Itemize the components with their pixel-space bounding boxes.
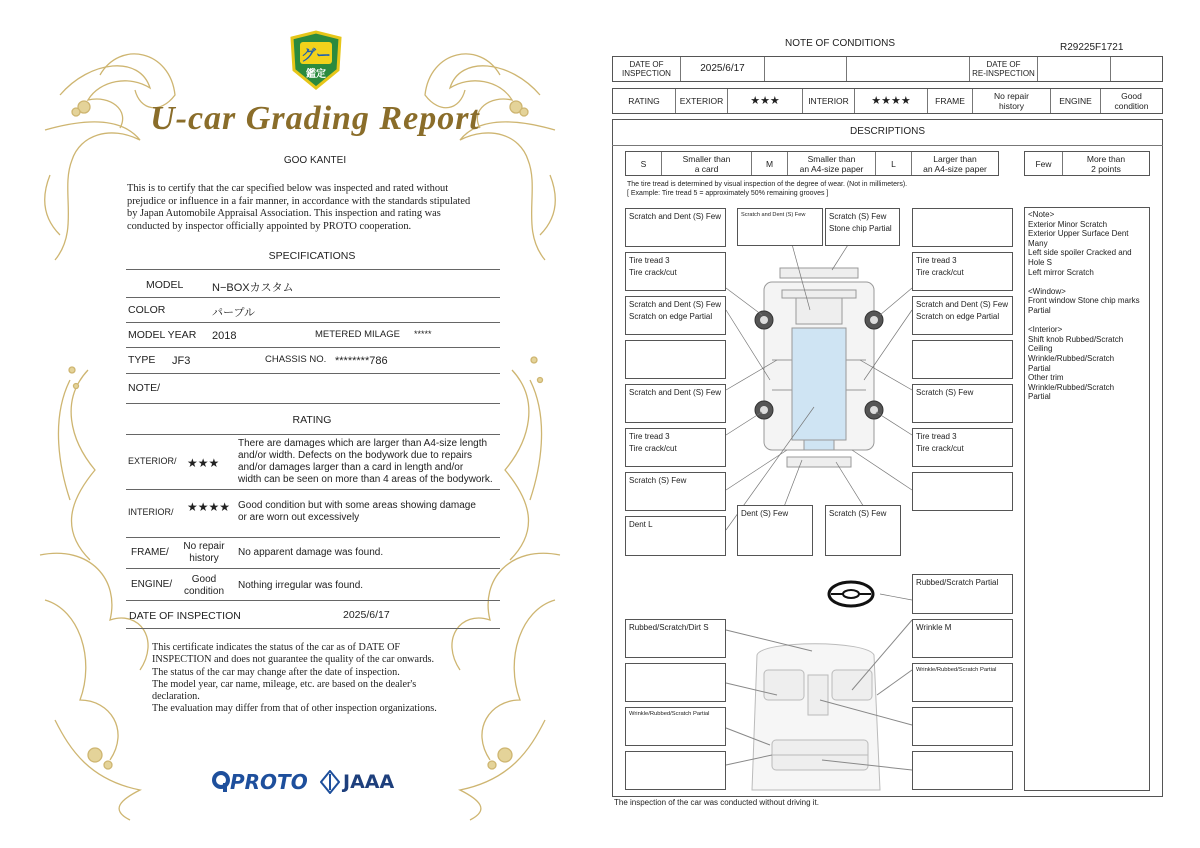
exterior-desc-line: width can be seen on more than 4 areas of the bodywork.	[238, 474, 493, 485]
frame-value	[973, 89, 1051, 113]
legend-line: an A4-size paper	[923, 163, 987, 174]
model-value: N−BOXカスタム	[212, 282, 294, 294]
cert-line: prejudice or influence in a fair manner, in accordance with the standards stipulated	[127, 195, 471, 207]
footer-note: The inspection of the car was conducted without driving it.	[614, 798, 819, 807]
tire-tread-note	[627, 180, 907, 198]
disclaimer-line: The evaluation may differ from that of other inspection organizations.	[152, 703, 437, 715]
frame-label: FRAME/	[131, 547, 169, 558]
reinspection-date-header	[970, 57, 1038, 81]
divider	[126, 322, 500, 323]
note-line: Exterior Upper Surface Dent	[1028, 229, 1129, 239]
type-value: JF3	[172, 355, 191, 367]
frame-value-line: No repair	[994, 91, 1029, 101]
inspection-date-header	[613, 57, 681, 81]
damage-box-front-left-corner: Scratch and Dent (S) Few	[737, 208, 823, 246]
reinspection-date-cell	[1038, 57, 1111, 81]
steering-wheel-icon	[829, 582, 873, 606]
model-label: MODEL	[146, 279, 184, 291]
damage-line: Scratch and Dent (S) Few	[629, 300, 722, 309]
report-subtitle: GOO KANTEI	[283, 155, 347, 166]
interior-box-right-1: Rubbed/Scratch Partial	[912, 574, 1013, 614]
damage-box-right-3	[912, 296, 1013, 335]
jaaa-logo-text: JAAA	[343, 771, 395, 793]
disclaimer-line: This certificate indicates the status of the car as of DATE OF	[152, 642, 401, 653]
damage-line: Dent L	[629, 520, 653, 529]
empty-cell	[765, 57, 847, 81]
note-line: Left mirror Scratch	[1028, 267, 1094, 277]
divider	[126, 628, 500, 629]
cert-line: This is to certify that the car specified below was inspected and rated without	[127, 183, 449, 194]
jaaa-logo	[320, 770, 394, 794]
note-line: Partial	[1028, 392, 1051, 402]
legend-line: Smaller than	[682, 153, 731, 164]
note-line: <Note>	[1028, 210, 1055, 219]
engine-label: ENGINE/	[131, 579, 173, 590]
note-line: Wrinkle/Rubbed/Scratch	[1028, 382, 1115, 392]
engine-value-line: Good	[191, 574, 217, 585]
frame-value	[178, 541, 230, 565]
interior-box-left-3: Wrinkle/Rubbed/Scratch Partial	[625, 707, 726, 746]
exterior-desc-line: and/or width. Defects on the bodywork due to repairs	[238, 450, 473, 461]
model-year-label: MODEL YEAR	[128, 329, 197, 341]
damage-line: Tire tread 3	[916, 256, 957, 265]
conditions-title: NOTE OF CONDITIONS	[785, 38, 895, 49]
divider	[126, 537, 500, 538]
frame-header: FRAME	[928, 89, 973, 113]
damage-line: Tire tread 3	[629, 256, 670, 265]
interior-label: INTERIOR/	[128, 507, 174, 517]
note-line	[1028, 277, 1146, 287]
interior-box-left-2	[625, 663, 726, 702]
damage-box-left-7	[625, 472, 726, 511]
svg-text:グー: グー	[300, 46, 332, 64]
engine-value-line: condition	[183, 586, 225, 597]
disclaimer-line: The status of the car may change after the date of inspection.	[152, 666, 400, 678]
chassis-label: CHASSIS NO.	[265, 354, 327, 365]
tire-note-line: [ Example: Tire tread 5 = approximately 50% remaining grooves ]	[627, 190, 829, 197]
size-legend	[625, 151, 999, 176]
goo-kantei-badge-icon	[288, 30, 344, 92]
damage-box-left-5	[625, 384, 726, 423]
certification-text	[127, 183, 497, 233]
interior-box-right-4	[912, 707, 1013, 746]
legend-key-m: M	[752, 152, 788, 175]
legend-line: an A4-size paper	[799, 163, 864, 174]
note-line: Partial	[1028, 305, 1051, 315]
note-line: Hole S	[1028, 257, 1053, 267]
divider	[126, 269, 500, 270]
engine-value-line: Good	[1121, 91, 1142, 101]
report-id: R29225F1721	[1060, 42, 1124, 53]
legend-key-s: S	[626, 152, 662, 175]
note-line: Wrinkle/Rubbed/Scratch	[1028, 353, 1115, 363]
engine-value	[1101, 89, 1162, 113]
damage-box-left-4	[625, 340, 726, 379]
inspection-date-value: 2025/6/17	[343, 609, 390, 621]
note-line: Front window Stone chip marks	[1028, 296, 1140, 306]
note-line: <Window>	[1028, 286, 1066, 296]
rating-header: RATING	[613, 89, 676, 113]
car-interior-diagram	[726, 620, 912, 790]
interior-box-left-1: Rubbed/Scratch/Dirt S	[625, 619, 726, 658]
milage-value: *****	[414, 329, 432, 339]
damage-line: Scratch on edge Partial	[629, 312, 713, 321]
disclaimer-text	[152, 642, 482, 716]
interior-box-right-5	[912, 751, 1013, 790]
divider	[126, 297, 500, 298]
note-line: Ceiling	[1028, 344, 1053, 354]
cert-line: by Japan Automobile Appraisal Association. This inspection and rating was	[127, 208, 441, 220]
empty-cell	[847, 57, 970, 81]
damage-box-right-7	[912, 472, 1013, 511]
jaaa-mark-icon	[320, 770, 340, 794]
damage-line: Scratch on edge Partial	[916, 312, 1000, 321]
svg-text:鑑定: 鑑定	[306, 69, 326, 80]
damage-box-left-1	[625, 208, 726, 247]
note-line: Many	[1028, 238, 1048, 248]
damage-box-left-3	[625, 296, 726, 335]
interior-description	[238, 500, 476, 524]
divider	[126, 403, 500, 404]
damage-line: Tire crack/cut	[916, 444, 964, 453]
notes-box	[1024, 207, 1150, 791]
damage-box-right-4	[912, 340, 1013, 379]
color-label: COLOR	[128, 304, 166, 316]
note-line: Other trim	[1028, 373, 1064, 383]
interior-box-left-4	[625, 751, 726, 790]
damage-line: Tire crack/cut	[629, 268, 677, 277]
frame-value-line: No repair	[183, 541, 225, 552]
damage-line: Scratch and Dent (S) Few	[916, 300, 1009, 309]
damage-box-right-1	[912, 208, 1013, 247]
damage-box-left-8	[625, 516, 726, 556]
header-line: RE-INSPECTION	[972, 69, 1035, 78]
exterior-description	[238, 438, 493, 486]
damage-box-right-5	[912, 384, 1013, 423]
milage-label: METERED MILAGE	[315, 329, 400, 340]
damage-box-front-center	[825, 208, 900, 246]
legend-line: More than	[1086, 153, 1126, 164]
header-line: DATE OF	[629, 60, 664, 69]
exterior-stars: ★★★	[187, 456, 220, 470]
damage-box-right-2	[912, 252, 1013, 291]
damage-line: Tire tread 3	[629, 432, 670, 441]
engine-value	[178, 574, 230, 598]
proto-mark-icon	[212, 771, 230, 793]
rating-heading: RATING	[292, 414, 332, 426]
divider	[126, 600, 500, 601]
damage-box-right-6	[912, 428, 1013, 467]
legend-key-l: L	[876, 152, 912, 175]
exterior-desc-line: There are damages which are larger than A4-size length	[238, 438, 488, 449]
note-line: <Interior>	[1028, 325, 1063, 335]
note-line	[1028, 316, 1146, 326]
inspection-date-cell: 2025/6/17	[681, 57, 765, 81]
header-line: INSPECTION	[622, 69, 671, 78]
divider	[126, 489, 500, 490]
damage-line: Tire tread 3	[916, 432, 957, 441]
damage-line: Scratch (S) Few	[629, 476, 687, 485]
cert-line: conducted by inspector officially appointed by PROTO cooperation.	[127, 220, 412, 232]
divider	[612, 145, 1163, 146]
legend-desc-l	[912, 152, 998, 175]
few-legend	[1024, 151, 1150, 176]
interior-stars: ★★★★	[187, 500, 231, 514]
note-line: Shift knob Rubbed/Scratch	[1028, 334, 1124, 344]
engine-value-line: condition	[1114, 101, 1149, 111]
frame-value-line: history	[998, 101, 1025, 111]
engine-header: ENGINE	[1051, 89, 1101, 113]
frame-description: No apparent damage was found.	[238, 547, 384, 558]
damage-line: Scratch (S) Few	[916, 388, 974, 397]
interior-box-right-2: Wrinkle M	[912, 619, 1013, 658]
legend-key-few: Few	[1025, 152, 1063, 175]
damage-line: Tire crack/cut	[916, 268, 964, 277]
legend-desc-s	[662, 152, 752, 175]
exterior-label: EXTERIOR/	[128, 456, 177, 466]
divider	[126, 373, 500, 374]
header-line: DATE OF	[986, 60, 1021, 69]
interior-stars: ★★★★	[855, 89, 928, 113]
damage-line: Scratch and Dent (S) Few	[629, 388, 722, 397]
legend-line: Larger than	[933, 153, 977, 164]
descriptions-heading: DESCRIPTIONS	[849, 126, 925, 137]
damage-line: Stone chip Partial	[829, 224, 892, 233]
legend-line: 2 points	[1091, 163, 1121, 174]
disclaimer-line: INSPECTION and does not guarantee the quality of the car onwards.	[152, 654, 435, 666]
divider	[126, 568, 500, 569]
legend-desc-m	[788, 152, 876, 175]
disclaimer-line: The model year, car name, mileage, etc. are based on the dealer's	[152, 678, 417, 690]
car-exterior-diagram	[755, 268, 883, 467]
interior-header: INTERIOR	[803, 89, 855, 113]
damage-line: Scratch (S) Few	[829, 212, 887, 221]
interior-desc-line: Good condition but with some areas showing damage	[238, 500, 476, 511]
specifications-heading: SPECIFICATIONS	[268, 250, 356, 262]
engine-description: Nothing irregular was found.	[238, 580, 364, 591]
disclaimer-line: declaration.	[152, 691, 200, 703]
proto-logo-text: PROTO	[230, 770, 308, 794]
proto-logo	[212, 770, 308, 794]
legend-line: a card	[694, 163, 719, 174]
note-label: NOTE/	[128, 382, 161, 394]
exterior-desc-line: and/or damages larger than a card in length and/or	[238, 462, 464, 473]
interior-desc-line: or are worn out excessively	[238, 512, 360, 523]
chassis-value: ********786	[335, 355, 388, 367]
divider	[126, 434, 500, 435]
frame-value-line: history	[189, 553, 219, 564]
legend-desc-few	[1063, 152, 1149, 175]
type-label: TYPE	[128, 354, 156, 366]
tire-note-line: The tire tread is determined by visual inspection of the degree of wear. (Not in millimeters).	[627, 181, 908, 188]
note-line: Partial	[1028, 363, 1051, 373]
note-line: Exterior Minor Scratch	[1028, 219, 1108, 229]
damage-box-rear-left: Dent (S) Few	[737, 505, 813, 556]
damage-line: Tire crack/cut	[629, 444, 677, 453]
damage-box-left-6	[625, 428, 726, 467]
color-value: パープル	[212, 307, 256, 319]
date-row	[612, 56, 1163, 82]
divider	[126, 347, 500, 348]
damage-line: Scratch and Dent (S) Few	[629, 212, 722, 221]
legend-line: Smaller than	[807, 153, 856, 164]
inspection-date-label: DATE OF INSPECTION	[129, 610, 241, 622]
model-year-value: 2018	[212, 330, 237, 342]
damage-box-left-2	[625, 252, 726, 291]
report-title: U-car Grading Report	[150, 100, 480, 137]
note-line: Left side spoiler Cracked and	[1028, 248, 1132, 258]
damage-box-rear-center: Scratch (S) Few	[825, 505, 901, 556]
exterior-stars: ★★★	[728, 89, 803, 113]
interior-box-right-3: Wrinkle/Rubbed/Scratch Partial	[912, 663, 1013, 702]
exterior-header: EXTERIOR	[676, 89, 728, 113]
rating-row	[612, 88, 1163, 114]
